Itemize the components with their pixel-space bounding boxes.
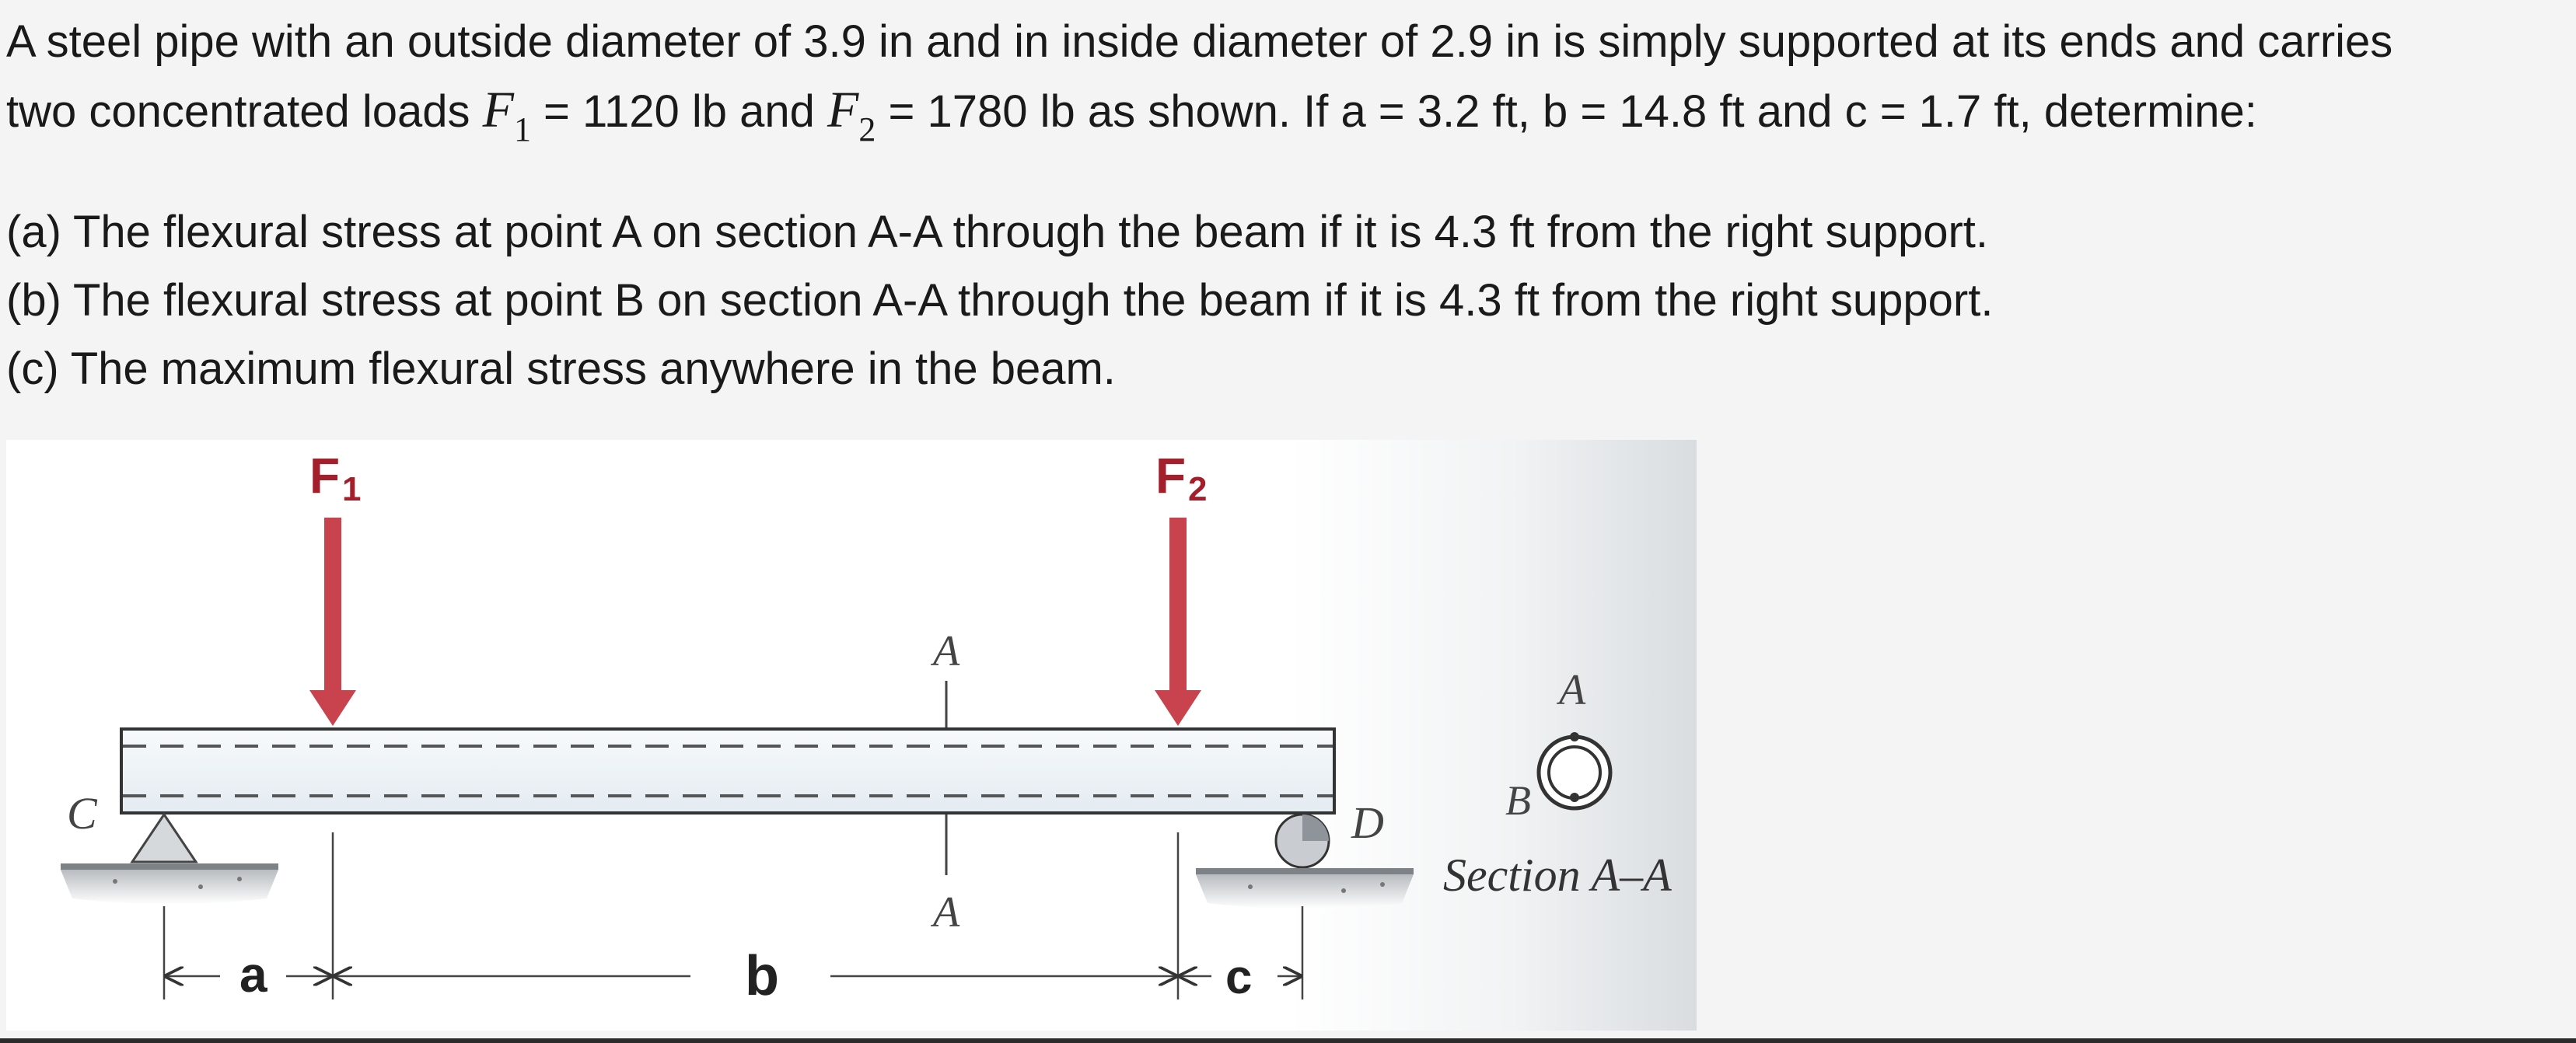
problem-statement — [6, 8, 2564, 403]
problem-line-2-start: two concentrated loads — [6, 86, 483, 137]
dim-label-a: a — [239, 947, 267, 1003]
problem-line-2-middle: = 1120 lb and — [530, 86, 828, 137]
beam-figure — [6, 440, 1697, 1031]
bottom-divider — [0, 1038, 2576, 1043]
problem-line-2 — [6, 76, 2564, 150]
support-label-c: C — [67, 788, 97, 839]
question-part-b: (b) The flexural stress at point B on section A-A through the beam if it is 4.3 ft from the right support. — [6, 275, 1994, 326]
cross-section-point-a: A — [1559, 666, 1586, 714]
beam — [121, 729, 1334, 813]
section-label-top: A — [933, 627, 960, 675]
page-shading — [1289, 440, 1697, 1031]
f2-subscript: 2 — [858, 110, 876, 148]
f2-label: F — [1155, 448, 1187, 504]
f1-subscript: 1 — [513, 110, 531, 148]
f1-label: F — [309, 448, 341, 504]
paragraph-gap — [6, 150, 2564, 198]
problem-line-1: A steel pipe with an outside diameter of 3.9 in and in inside diameter of 2.9 in is simply supported at its ends and carries — [6, 16, 2393, 67]
section-caption: Section A–A — [1443, 849, 1672, 901]
load-arrow-f1 — [309, 518, 356, 726]
support-label-d: D — [1351, 797, 1384, 848]
f1-label-subscript: 1 — [342, 470, 362, 508]
question-part-a: (a) The flexural stress at point A on section A-A through the beam if it is 4.3 ft from the right support. — [6, 207, 1989, 257]
beam-diagram — [6, 440, 1697, 1031]
f2-symbol: F — [827, 82, 859, 138]
section-label-bottom: A — [933, 888, 960, 937]
dim-label-c: c — [1225, 951, 1253, 1004]
f1-symbol: F — [482, 82, 514, 138]
question-part-c: (c) The maximum flexural stress anywhere in the beam. — [6, 344, 1116, 394]
problem-line-2-end: = 1780 lb as shown. If a = 3.2 ft, b = 14.8 ft and c = 1.7 ft, determine: — [876, 86, 2257, 137]
dim-label-b: b — [745, 945, 779, 1007]
load-arrow-f2 — [1155, 518, 1201, 726]
cross-section-point-b: B — [1505, 777, 1531, 824]
f2-label-subscript: 2 — [1188, 470, 1208, 508]
